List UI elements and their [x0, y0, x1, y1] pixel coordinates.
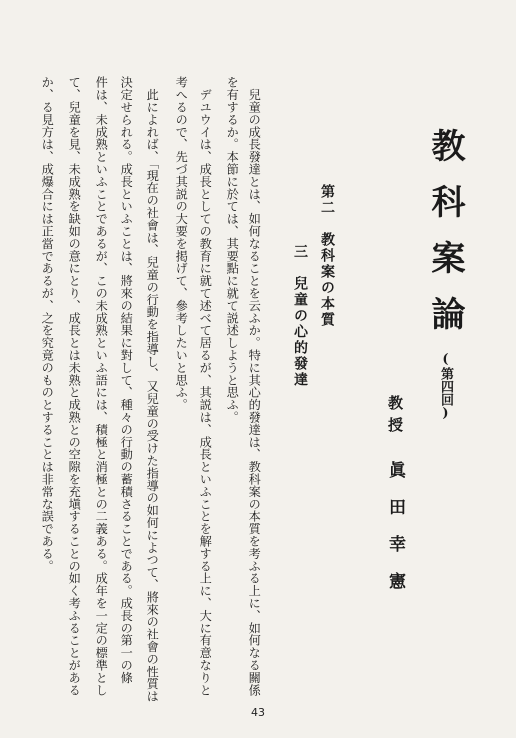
- body-text-line: 此によれば、「現在の社會は、兒童の行動を指導し、又兒童の受けた指導の如何によつて、將來の社會の性質は: [145, 76, 160, 703]
- body-text-line: 決定せられる。成長といふことは、將來の結果に對して、種々の行動の蓄積さることである。成長の第一の條: [119, 76, 134, 684]
- chapter-heading: 第二 教科案の本質: [319, 184, 335, 328]
- body-text-line: て、兒童を見、未成熟を缺如の意にとり、成長とは未熟と成熟との空隙を充塡することの如く考ふることがある: [67, 76, 82, 696]
- article-title-installment: (第四回): [438, 352, 453, 421]
- body-text-line: 考へるので、先づ其説の大要を掲げて、參考したいと思ふ。: [174, 76, 189, 411]
- section-heading: 三 兒童の心的發達: [292, 244, 308, 388]
- article-title: [425, 128, 465, 421]
- body-text-line: か、る見方は、成爆合には正當であるが、之を究竟のものとすることは非常な誤である。: [40, 76, 55, 572]
- article-title-main: 教科案論: [425, 128, 465, 352]
- body-text-line: を有するか。本節に於ては、其要點に就て説述しようと思ふ。: [225, 76, 240, 424]
- author-line: [386, 395, 403, 609]
- body-text-line: 兒童の成長發達とは、如何なることを云ふか。特に其心的發達は、教科案の本質を考ふる上に、如何なる關係: [247, 76, 262, 696]
- author-role: 教授: [386, 395, 404, 439]
- author-name: 眞田幸憲: [385, 461, 405, 609]
- body-text-line: 件は、未成熟といふことであるが、この未成熟といふ語には、積極と消極との二義ある。成年を一定の標準とし: [94, 76, 109, 696]
- body-text-line: デユウイは、成長としての教育に就て述べて居るが、其説は、成長といふことを解する上に、大に有意なりと: [198, 76, 213, 696]
- page-number: 43: [251, 706, 265, 719]
